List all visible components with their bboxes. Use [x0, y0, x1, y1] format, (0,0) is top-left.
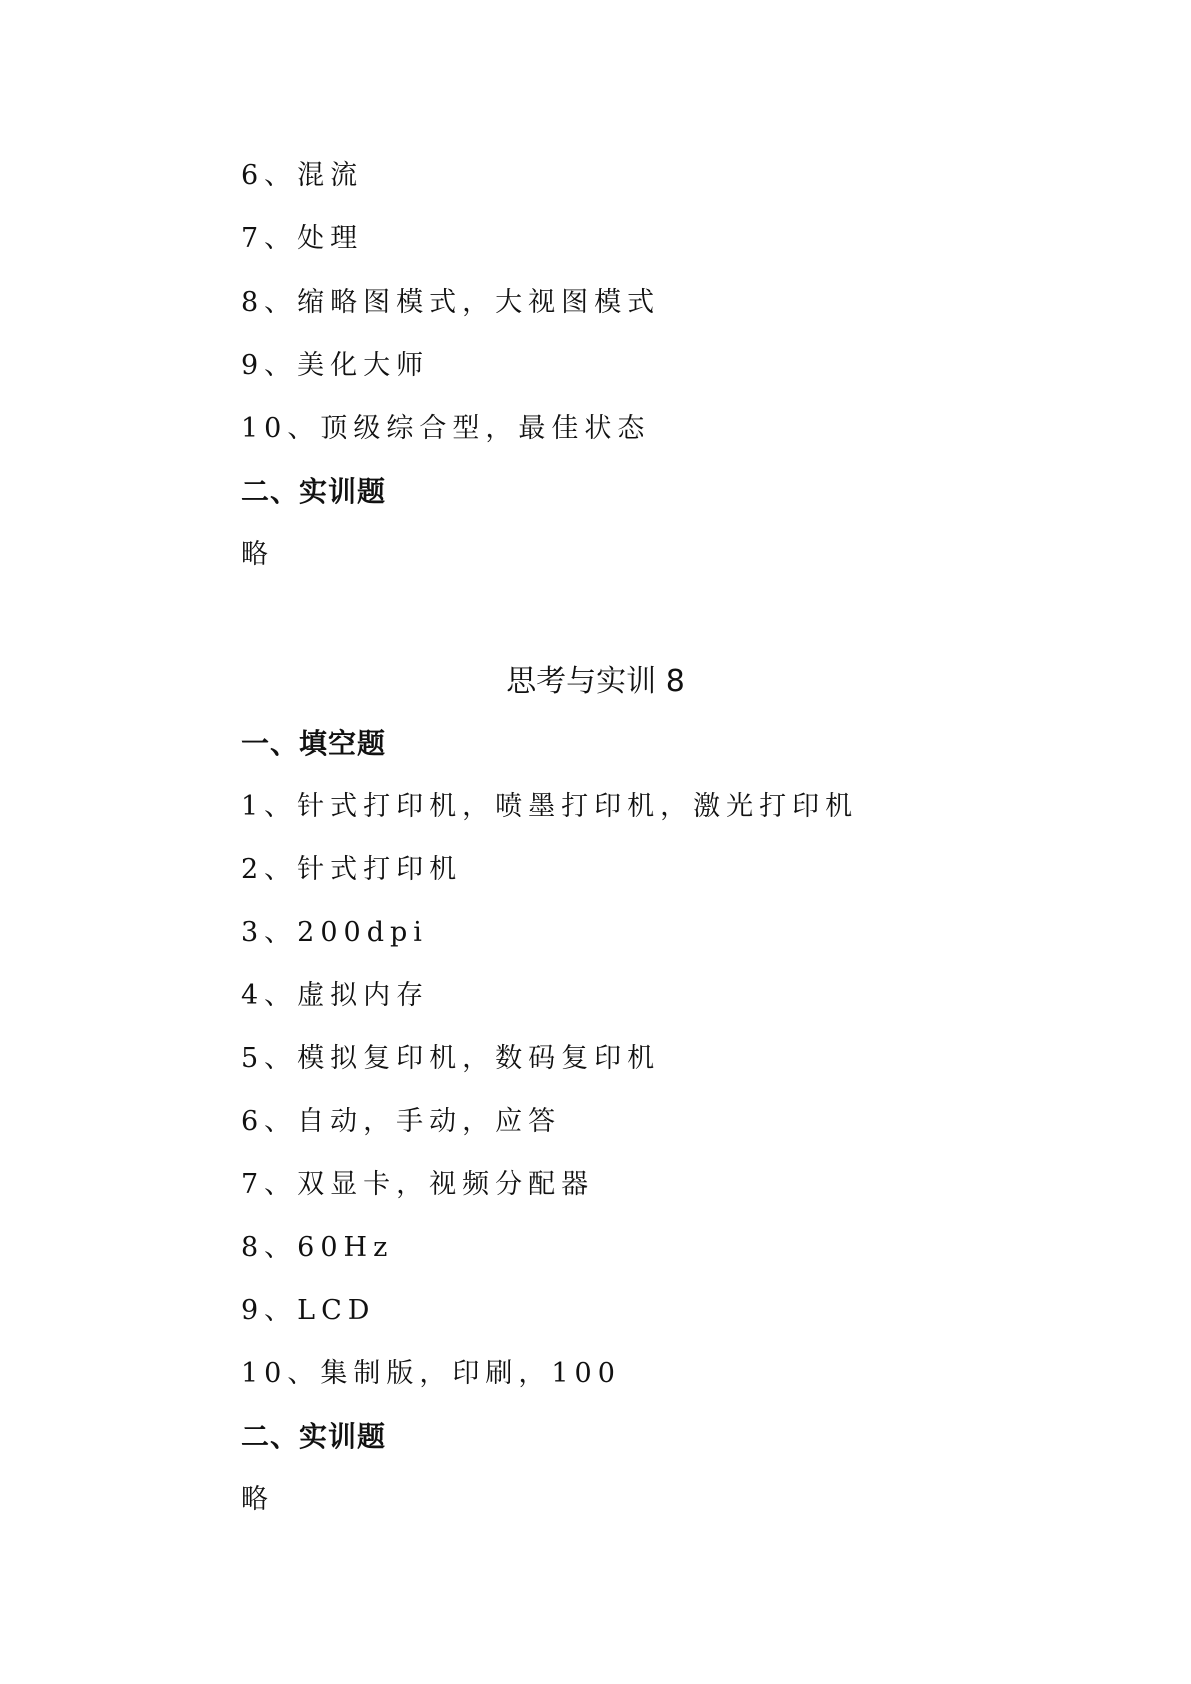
answer-item: 8、缩略图模式，大视图模式 [241, 287, 661, 318]
answer-item: 3、200dpi [241, 917, 428, 948]
answer-item: 10、顶级综合型，最佳状态 [241, 413, 651, 444]
answer-item: 9、LCD [241, 1295, 376, 1326]
answer-item: 9、美化大师 [241, 350, 430, 381]
answer-item: 4、虚拟内存 [241, 980, 430, 1011]
answer-item: 2、针式打印机 [241, 854, 463, 885]
answer-item: 10、集制版，印刷，100 [241, 1358, 621, 1389]
answer-item: 6、混流 [241, 160, 364, 191]
section-heading-practical: 二、实训题 [241, 1420, 387, 1453]
answer-item: 6、自动，手动，应答 [241, 1106, 562, 1137]
answer-item: 7、双显卡，视频分配器 [241, 1169, 595, 1200]
answer-item: 8、60Hz [241, 1232, 394, 1263]
answer-item: 1、针式打印机，喷墨打印机，激光打印机 [241, 791, 859, 822]
practical-answer: 略 [241, 1484, 274, 1515]
practical-answer: 略 [241, 539, 274, 570]
answer-item: 7、处理 [241, 223, 364, 254]
section-heading-practical: 二、实训题 [241, 475, 387, 508]
section-heading-fill: 一、填空题 [241, 727, 387, 760]
section-title: 思考与实训 8 [506, 664, 685, 699]
answer-item: 5、模拟复印机，数码复印机 [241, 1043, 661, 1074]
